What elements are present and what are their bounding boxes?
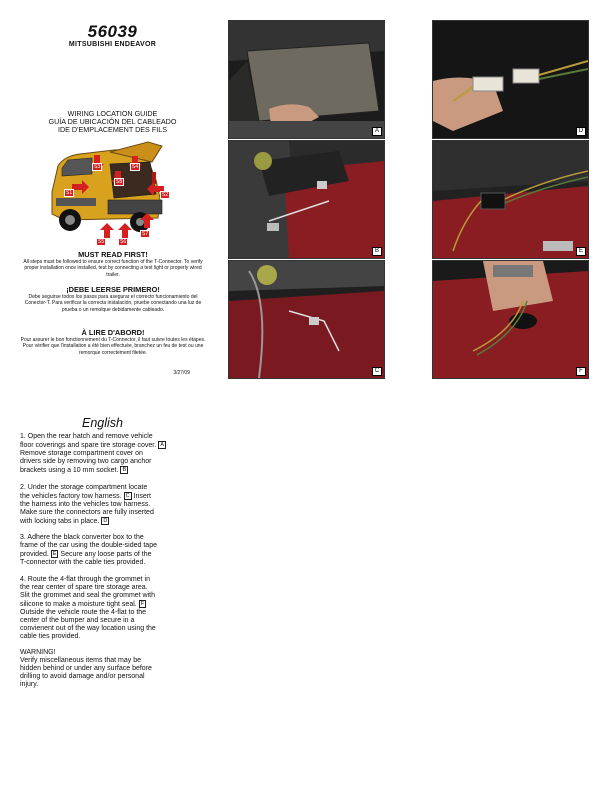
photo-ref: E xyxy=(52,551,57,557)
callout-label: S3 xyxy=(94,164,101,170)
photo-a xyxy=(228,20,385,139)
photo-d xyxy=(432,20,589,139)
part-number: 56039 xyxy=(87,22,138,41)
vehicle-wiring-diagram xyxy=(44,140,184,245)
photo-a-image xyxy=(229,21,384,138)
photo-c-image xyxy=(229,261,384,378)
photo-e xyxy=(432,140,589,259)
warning-heading-es: ¡DEBE LEERSE PRIMERO! xyxy=(66,285,160,294)
photo-label: E xyxy=(576,247,586,256)
section-heading-english: English xyxy=(82,416,123,430)
guide-title-es: GUÍA DE UBICACIÓN DEL CABLEADO xyxy=(48,117,177,126)
photo-label: B xyxy=(372,247,382,256)
guide-title-en: WIRING LOCATION GUIDE xyxy=(67,109,158,118)
photo-label: A xyxy=(372,127,382,136)
photo-ref: D xyxy=(103,517,108,524)
photo-e-image xyxy=(433,141,588,258)
step-3: 3. Adhere the black converter box to the frame of the car using the double-sided tape provided. E Secure any loose parts of the T-connector with the cable ties provided. xyxy=(20,534,157,566)
photo-c xyxy=(228,260,385,379)
photo-ref: B xyxy=(122,467,127,473)
step-1: 1. Open the rear hatch and remove vehicle floor coverings and spare tire storage cover. A Remove storage compartment cover on drivers side by removing two cargo anchor brackets using a 10 mm socket. B xyxy=(20,433,164,474)
warning-note: WARNING! Verify miscellaneous items that may be hidden behind or under any surface before drilling to avoid damage and/or personal injury. xyxy=(20,649,152,688)
photo-b-image xyxy=(229,141,384,258)
photo-ref: C xyxy=(125,492,130,499)
photo-label: D xyxy=(576,127,586,136)
photo-d-image xyxy=(433,21,588,138)
step-4: 4. Route the 4-flat through the grommet in the rear center of spare tire storage area. Slit the grommet and seal the grommet with silicone to make a moisture tight seal. F Outside the vehicle route the 4-flat to the center of the bumper and secure in a convienent out of the way location using the cable ties provided. xyxy=(20,575,156,640)
photo-f-image xyxy=(433,261,588,378)
warning-body-en: All steps must be followed to ensure correct function of the T-Connector. To verify proper installation once installed, test by connecting a test light or properly wired trailer. xyxy=(23,259,203,278)
photo-label: F xyxy=(576,367,586,376)
step-2: 2. Under the storage compartment locate the vehicles factory tow harness. C Insert the harness into the vehicles tow harness. Make sure the connectors are fully inserted with locking tabs in place. D xyxy=(20,483,154,525)
vehicle-name: MITSUBISHI ENDEAVOR xyxy=(68,41,157,48)
photo-f xyxy=(432,260,589,379)
callout-label: S1 xyxy=(66,190,73,196)
guide-title-fr: IDE D'EMPLACEMENT DES FILS xyxy=(57,125,168,134)
callout-label: S2 xyxy=(162,192,169,198)
callout-label: S7 xyxy=(142,231,149,237)
document-date: 3/27/09 xyxy=(173,370,190,376)
warning-heading-en: MUST READ FIRST! xyxy=(78,250,148,259)
photo-label: C xyxy=(372,367,382,376)
warning-heading-fr: À LIRE D'ABORD! xyxy=(81,328,145,337)
callout-label: S8 xyxy=(116,179,123,185)
warning-body-fr: Pour assurer le bon fonctionnement du T-Connector, il faut suivre toutes les étapes. Pour vérifier que l'installation a été bien effectuée, branchez un feu de test ou une remorque correctement filetée. xyxy=(20,337,206,356)
warning-body-es: Debe seguirse todos los pasos para asegurar el correcto funcionamiento del Conector-T. Para verificar la correcta instalación, pruebe conectando una luz de prueba o un remolque debidamente cableado. xyxy=(24,294,202,313)
photo-ref: A xyxy=(160,442,164,448)
instruction-steps xyxy=(20,433,192,698)
callout-label: S4 xyxy=(132,164,139,170)
photo-b xyxy=(228,140,385,259)
callout-label: S5 xyxy=(98,239,105,245)
photo-ref: F xyxy=(140,600,145,607)
callout-label: S6 xyxy=(120,239,127,245)
